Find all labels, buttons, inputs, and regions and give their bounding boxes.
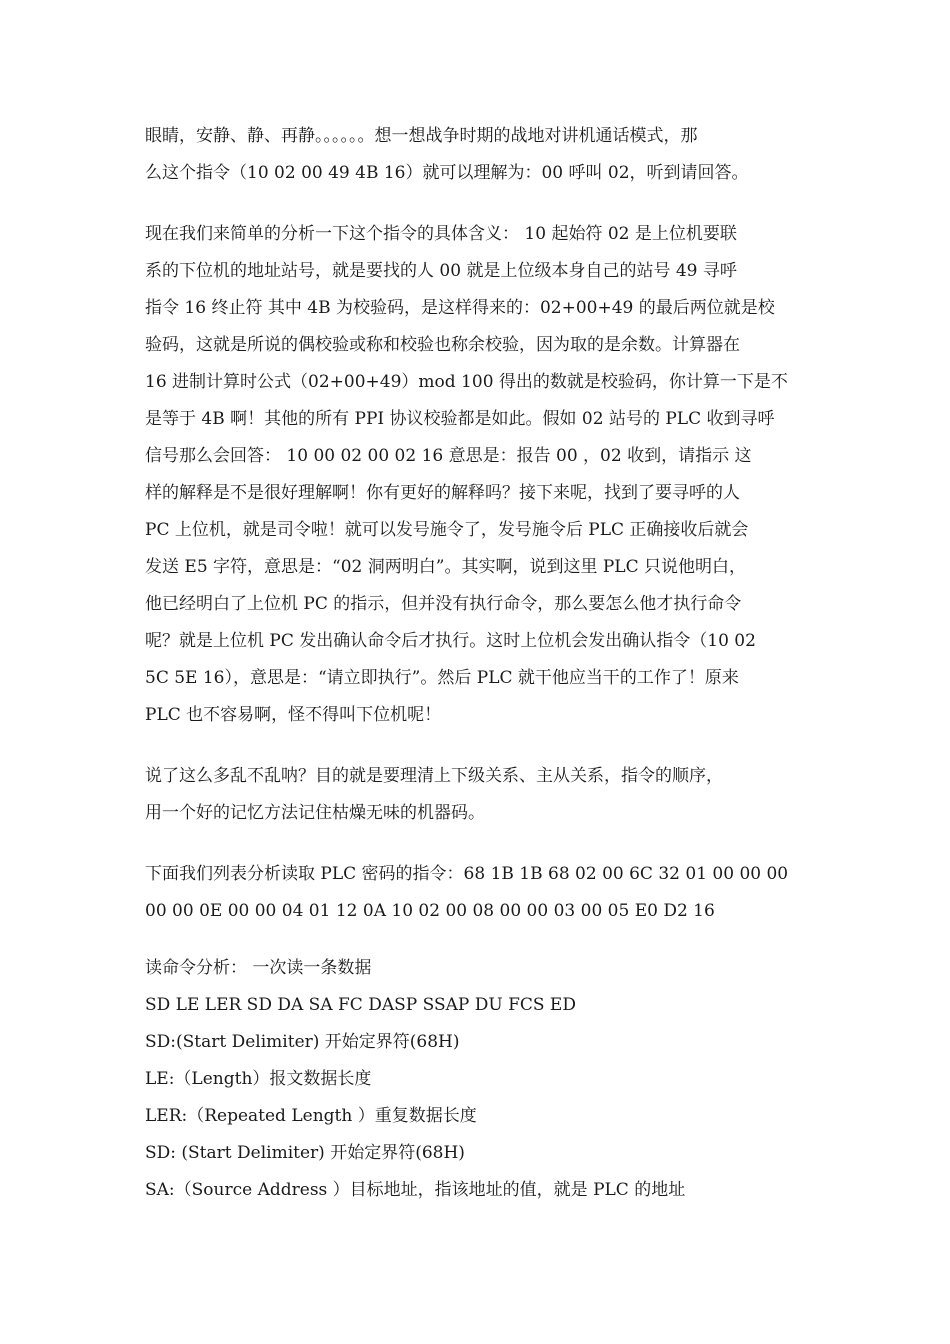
text-line: 是等于 4B 啊！其他的所有 PPI 协议校验都是如此。假如 02 站号的 PLC 收到寻呼: [145, 409, 775, 429]
text-line: SD: (Start Delimiter) 开始定界符(68H): [145, 1143, 465, 1163]
text-line: 眼睛，安静、静、再静。。。。。。想一想战争时期的战地对讲机通话模式，那: [145, 126, 698, 146]
text-line: 5C 5E 16），意思是：“请立即执行”。然后 PLC 就干他应当干的工作了！原来: [145, 668, 739, 688]
text-line: 验码，这就是所说的偶校验或称和校验也称余校验，因为取的是余数。计算器在: [145, 335, 740, 355]
text-line: PC 上位机，就是司令啦！就可以发号施令了，发号施令后 PLC 正确接收后就会: [145, 520, 749, 540]
text-line: 下面我们列表分析读取 PLC 密码的指令：68 1B 1B 68 02 00 6C 32 01 00 00 00: [145, 864, 789, 884]
paragraph-command-analysis: [145, 216, 810, 734]
text-line: SD:(Start Delimiter) 开始定界符(68H): [145, 1032, 460, 1052]
text-line: 样的解释是不是很好理解啊！你有更好的解释吗？接下来呢，找到了要寻呼的人: [145, 483, 740, 503]
text-line: 么这个指令（10 02 00 49 4B 16）就可以理解为：00 呼叫 02，听到请回答。: [145, 163, 749, 183]
text-line: 用一个好的记忆方法记住枯燥无味的机器码。: [145, 803, 485, 823]
text-line: 系的下位机的地址站号，就是要找的人 00 就是上位级本身自己的站号 49 寻呼: [145, 261, 737, 281]
text-line: 信号那么会回答： 10 00 02 00 02 16 意思是：报告 00 ，02 收到，请指示 这: [145, 446, 752, 466]
paragraph-field-definitions: [145, 950, 810, 1209]
text-line: 现在我们来简单的分析一下这个指令的具体含义： 10 起始符 02 是上位机要联: [145, 224, 737, 244]
text-line: 发送 E5 字符，意思是：“02 洞两明白”。其实啊，说到这里 PLC 只说他明白，: [145, 557, 746, 577]
text-line: LE:（Length）报文数据长度: [145, 1069, 372, 1089]
paragraph-summary: [145, 758, 810, 832]
paragraph-intercom-analogy: [145, 118, 810, 192]
paragraph-password-command: [145, 856, 810, 930]
text-line: LER:（Repeated Length ）重复数据长度: [145, 1106, 477, 1126]
text-line: PLC 也不容易啊，怪不得叫下位机呢！: [145, 705, 442, 725]
text-line: 说了这么多乱不乱呐？目的就是要理清上下级关系、主从关系，指令的顺序，: [145, 766, 723, 786]
text-line: 指令 16 终止符 其中 4B 为校验码，是这样得来的：02+00+49 的最后两位就是校: [145, 298, 775, 318]
text-line: SD LE LER SD DA SA FC DASP SSAP DU FCS ED: [145, 995, 576, 1015]
text-line: 呢？就是上位机 PC 发出确认命令后才执行。这时上位机会发出确认指令（10 02: [145, 631, 756, 651]
text-line: 读命令分析： 一次读一条数据: [145, 958, 372, 978]
text-line: SA:（Source Address ）目标地址，指该地址的值，就是 PLC 的地址: [145, 1180, 686, 1200]
text-line: 00 00 0E 00 00 04 01 12 0A 10 02 00 08 00 00 03 00 05 E0 D2 16: [145, 901, 715, 921]
text-line: 他已经明白了上位机 PC 的指示，但并没有执行命令，那么要怎么他才执行命令: [145, 594, 742, 614]
text-line: 16 进制计算时公式（02+00+49）mod 100 得出的数就是校验码，你计算一下是不: [145, 372, 788, 392]
document-page: [145, 118, 810, 1209]
